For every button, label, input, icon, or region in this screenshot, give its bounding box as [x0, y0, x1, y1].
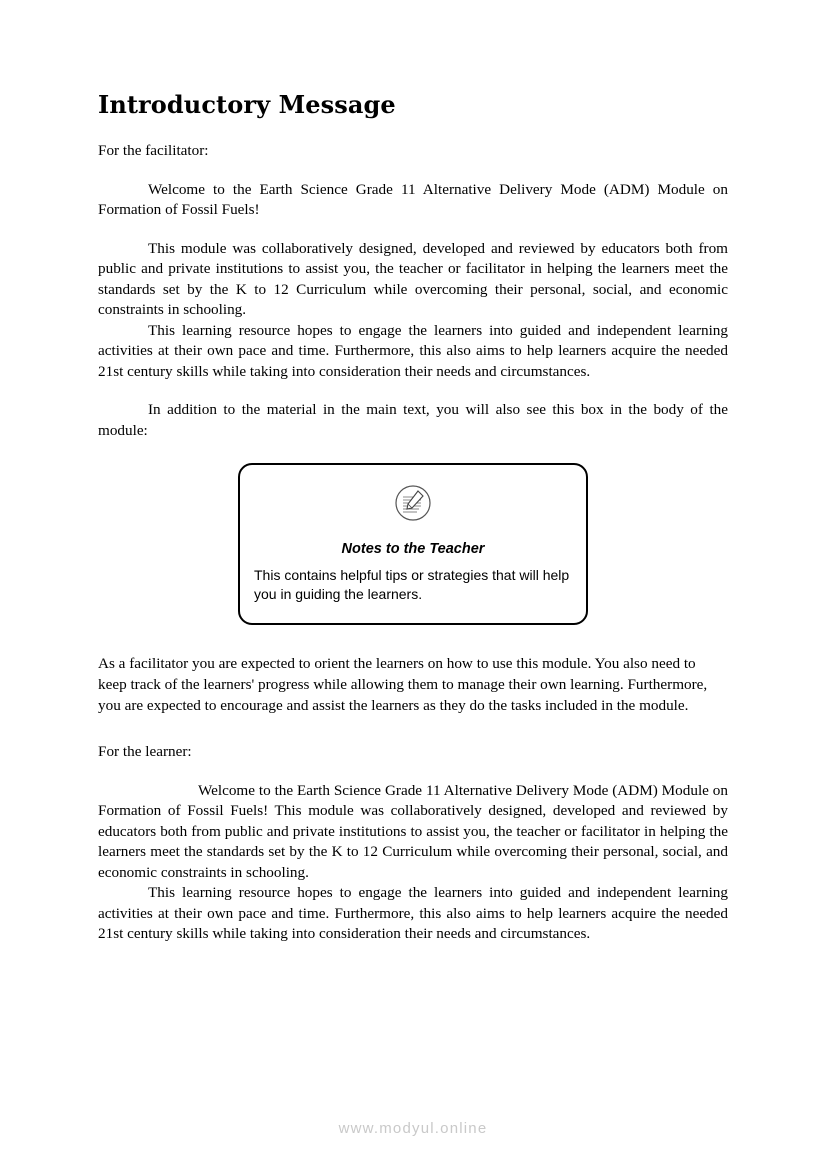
notes-to-teacher-box: [238, 463, 588, 625]
facilitator-paragraph-2: This module was collaboratively designed, developed and reviewed by educators both from public and private institutions to assist you, the teacher or facilitator in helping the learners meet the standards set by the K to 12 Curriculum while overcoming their personal, social, and economic constraints in schooling.: [98, 239, 728, 318]
notes-box-heading: Notes to the Teacher: [341, 541, 485, 557]
notes-box-body: This contains helpful tips or strategies that will help you in guiding the learners.: [254, 567, 570, 602]
facilitator-label: For the facilitator:: [98, 142, 209, 159]
document-body: [98, 90, 728, 945]
page-title: Introductory Message: [98, 90, 396, 119]
facilitator-paragraph-4: In addition to the material in the main text, you will also see this box in the body of the module:: [98, 401, 728, 439]
notepad-icon: [254, 481, 572, 525]
learner-paragraph-2: This learning resource hopes to engage the learners into guided and independent learning activities at their own pace and time. Furthermore, this also aims to help learners acquire the needed 21st century skills while taking into consideration their needs and circumstances.: [98, 884, 728, 942]
facilitator-paragraph-3: This learning resource hopes to engage the learners into guided and independent learning activities at their own pace and time. Furthermore, this also aims to help learners acquire the needed 21st century skills while taking into consideration their needs and circumstances.: [98, 321, 728, 380]
facilitator-closing: As a facilitator you are expected to orient the learners on how to use this module. You also need to keep track of the learners' progress while allowing them to manage their own learning. Furthermore, you are expected to encourage and assist the learners as they do the tasks included in the module.: [98, 655, 708, 714]
facilitator-closing-block: [98, 653, 728, 716]
notes-box-container: [98, 463, 728, 625]
learner-paragraph-1: Welcome to the Earth Science Grade 11 Alternative Delivery Mode (ADM) Module on Formation of Fossil Fuels! This module was collaboratively designed, developed and reviewed by educators both from public and private institutions to assist you, the teacher or facilitator in helping the learners meet the standards set by the K to 12 Curriculum while overcoming their personal, social, and economic constraints in schooling.: [98, 781, 728, 881]
watermark: www.modyul.online: [338, 1120, 488, 1137]
learner-label: For the learner:: [98, 743, 192, 760]
facilitator-paragraph-1: Welcome to the Earth Science Grade 11 Alternative Delivery Mode (ADM) Module on Formation of Fossil Fuels!: [98, 180, 728, 218]
